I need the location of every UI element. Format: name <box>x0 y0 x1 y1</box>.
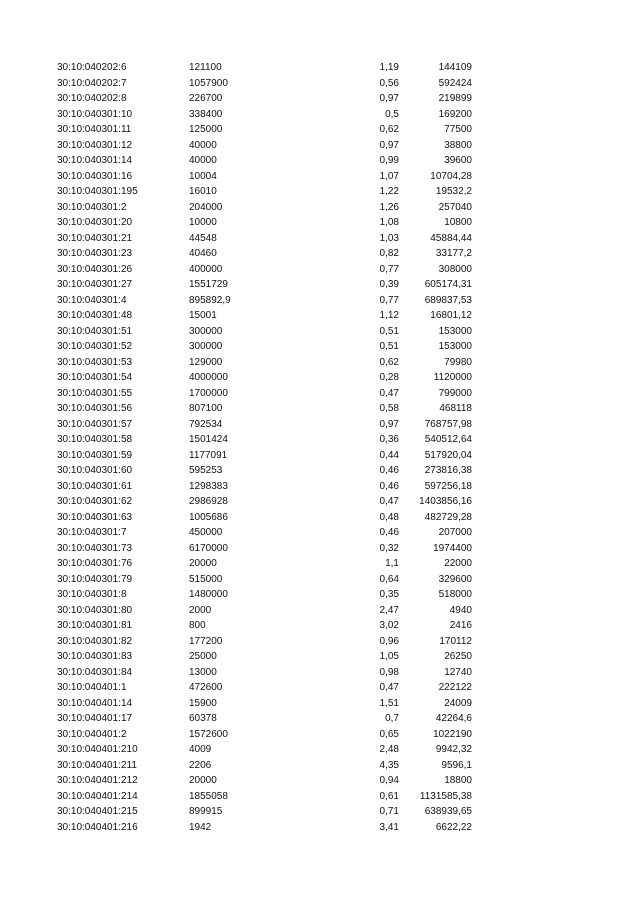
coefficient-cell: 2,48 <box>379 744 399 755</box>
table-row <box>0 680 640 696</box>
value-cell: 6170000 <box>189 542 228 554</box>
result-cell: 1403856,16 <box>419 496 472 507</box>
coefficient-cell: 0,46 <box>379 465 399 476</box>
value-cell: 1700000 <box>189 387 228 399</box>
result-cell: 6622,22 <box>435 821 472 833</box>
result-cell: 33177,2 <box>435 248 472 259</box>
cadastral-number-cell: 30:10:040301:58 <box>57 434 133 445</box>
table-row <box>0 649 640 665</box>
table-row <box>0 618 640 634</box>
result-cell: 222122 <box>438 682 472 693</box>
cadastral-number-cell: 30:10:040301:57 <box>57 418 133 430</box>
cadastral-number-cell: 30:10:040301:61 <box>57 480 133 492</box>
value-cell: 226700 <box>189 93 223 104</box>
value-cell: 1942 <box>189 821 212 833</box>
cadastral-number-cell: 30:10:040301:60 <box>57 465 133 476</box>
value-cell: 25000 <box>189 651 217 662</box>
result-cell: 9942,32 <box>435 744 472 755</box>
coefficient-cell: 1,12 <box>379 310 399 321</box>
coefficient-cell: 0,32 <box>379 542 399 554</box>
coefficient-cell: 0,99 <box>379 155 399 166</box>
result-cell: 207000 <box>438 527 472 538</box>
cadastral-number-cell: 30:10:040202:8 <box>57 93 127 104</box>
result-cell: 153000 <box>438 325 472 337</box>
value-cell: 15001 <box>189 310 217 321</box>
value-cell: 400000 <box>189 263 223 275</box>
cadastral-number-cell: 30:10:040301:76 <box>57 558 133 569</box>
table-row <box>0 215 640 231</box>
cadastral-number-cell: 30:10:040301:80 <box>57 604 133 616</box>
table-row <box>0 246 640 262</box>
table-row <box>0 665 640 681</box>
result-cell: 597256,18 <box>424 480 472 492</box>
cadastral-number-cell: 30:10:040301:48 <box>57 310 133 321</box>
coefficient-cell: 2,47 <box>379 604 399 616</box>
cadastral-number-cell: 30:10:040301:55 <box>57 387 133 399</box>
cadastral-number-cell: 30:10:040401:211 <box>57 759 137 771</box>
cadastral-number-cell: 30:10:040301:7 <box>57 527 127 538</box>
table-row <box>0 603 640 619</box>
result-cell: 19532,2 <box>435 186 472 197</box>
result-cell: 79980 <box>444 356 472 368</box>
result-cell: 9596,1 <box>441 759 472 771</box>
coefficient-cell: 0,46 <box>379 527 399 538</box>
value-cell: 515000 <box>189 573 223 585</box>
result-cell: 153000 <box>438 341 472 352</box>
value-cell: 1855058 <box>189 790 228 802</box>
table-row <box>0 711 640 727</box>
result-cell: 273816,38 <box>424 465 472 476</box>
cadastral-number-cell: 30:10:040401:212 <box>57 775 138 786</box>
coefficient-cell: 0,97 <box>379 139 399 151</box>
result-cell: 38800 <box>444 139 472 151</box>
result-cell: 2416 <box>449 620 472 631</box>
table-row <box>0 277 640 293</box>
result-cell: 1131585,38 <box>419 790 472 802</box>
table-row <box>0 60 640 76</box>
table-row <box>0 417 640 433</box>
cadastral-number-cell: 30:10:040301:195 <box>57 186 138 197</box>
cadastral-number-cell: 30:10:040202:6 <box>57 62 127 73</box>
table-row <box>0 525 640 541</box>
cadastral-number-cell: 30:10:040401:17 <box>57 713 133 724</box>
value-cell: 899915 <box>189 806 223 817</box>
cadastral-number-cell: 30:10:040401:14 <box>57 697 133 709</box>
table-row <box>0 324 640 340</box>
cadastral-number-cell: 30:10:040301:14 <box>57 155 133 166</box>
cadastral-number-cell: 30:10:040301:10 <box>57 108 133 120</box>
coefficient-cell: 0,35 <box>379 589 399 600</box>
cadastral-number-cell: 30:10:040301:82 <box>57 635 133 647</box>
coefficient-cell: 0,46 <box>379 480 399 492</box>
table-row <box>0 231 640 247</box>
table-row <box>0 758 640 774</box>
value-cell: 1298383 <box>189 480 228 492</box>
coefficient-cell: 0,47 <box>379 387 399 399</box>
result-cell: 799000 <box>438 387 472 399</box>
value-cell: 40000 <box>189 139 217 151</box>
table-row <box>0 494 640 510</box>
table-row <box>0 463 640 479</box>
result-cell: 540512,64 <box>424 434 472 445</box>
value-cell: 15900 <box>189 697 217 709</box>
value-cell: 595253 <box>189 465 223 476</box>
cadastral-number-cell: 30:10:040301:83 <box>57 651 133 662</box>
result-cell: 169200 <box>438 108 472 120</box>
value-cell: 16010 <box>189 186 217 197</box>
result-cell: 468118 <box>439 403 472 414</box>
value-cell: 4000000 <box>189 372 228 383</box>
value-cell: 40460 <box>189 248 217 259</box>
result-cell: 689837,53 <box>424 294 472 306</box>
value-cell: 2000 <box>189 604 212 616</box>
value-cell: 2206 <box>189 759 212 771</box>
coefficient-cell: 0,65 <box>379 728 399 740</box>
result-cell: 16801,12 <box>430 310 472 321</box>
cadastral-number-cell: 30:10:040301:62 <box>57 496 133 507</box>
cadastral-number-cell: 30:10:040301:12 <box>57 139 133 151</box>
result-cell: 1022190 <box>433 728 472 740</box>
coefficient-cell: 0,51 <box>379 341 399 352</box>
value-cell: 895892,9 <box>189 294 231 306</box>
coefficient-cell: 1,51 <box>379 697 399 709</box>
cadastral-number-cell: 30:10:040301:16 <box>57 170 133 182</box>
table-row <box>0 91 640 107</box>
coefficient-cell: 1,19 <box>379 62 399 73</box>
result-cell: 768757,98 <box>424 418 472 430</box>
result-cell: 45884,44 <box>430 232 472 244</box>
coefficient-cell: 0,64 <box>379 573 399 585</box>
cadastral-number-cell: 30:10:040401:210 <box>57 744 138 755</box>
result-cell: 482729,28 <box>424 511 472 523</box>
cadastral-number-cell: 30:10:040301:73 <box>57 542 133 554</box>
value-cell: 300000 <box>189 341 223 352</box>
cadastral-number-cell: 30:10:040301:4 <box>57 294 127 306</box>
coefficient-cell: 0,47 <box>379 682 399 693</box>
result-cell: 10704,28 <box>430 170 472 182</box>
table-row <box>0 262 640 278</box>
value-cell: 4009 <box>189 744 212 755</box>
table-row <box>0 634 640 650</box>
result-cell: 517920,04 <box>424 449 472 461</box>
coefficient-cell: 0,48 <box>379 511 399 523</box>
value-cell: 40000 <box>189 155 217 166</box>
coefficient-cell: 0,44 <box>379 449 399 461</box>
cadastral-number-cell: 30:10:040401:2 <box>57 728 127 740</box>
value-cell: 472600 <box>189 682 223 693</box>
coefficient-cell: 0,28 <box>379 372 399 383</box>
value-cell: 129000 <box>189 356 223 368</box>
coefficient-cell: 0,39 <box>379 279 399 290</box>
result-cell: 10800 <box>444 217 472 228</box>
coefficient-cell: 0,56 <box>379 77 399 89</box>
table-row <box>0 742 640 758</box>
table-row <box>0 432 640 448</box>
coefficient-cell: 0,5 <box>385 108 399 120</box>
coefficient-cell: 1,07 <box>379 170 399 182</box>
table-row <box>0 370 640 386</box>
value-cell: 792534 <box>189 418 223 430</box>
coefficient-cell: 0,77 <box>379 294 399 306</box>
cadastral-number-cell: 30:10:040202:7 <box>57 77 127 89</box>
result-cell: 4940 <box>449 604 472 616</box>
table-row <box>0 820 640 836</box>
result-cell: 638939,65 <box>424 806 472 817</box>
value-cell: 807100 <box>189 403 223 414</box>
coefficient-cell: 0,7 <box>385 713 399 724</box>
result-cell: 26250 <box>444 651 472 662</box>
coefficient-cell: 0,36 <box>379 434 399 445</box>
table-row <box>0 200 640 216</box>
table-row <box>0 789 640 805</box>
value-cell: 1572600 <box>189 728 228 740</box>
coefficient-cell: 1,03 <box>379 232 399 244</box>
coefficient-cell: 3,41 <box>379 821 399 833</box>
table-row <box>0 122 640 138</box>
cadastral-number-cell: 30:10:040401:215 <box>57 806 138 817</box>
value-cell: 338400 <box>189 108 223 120</box>
value-cell: 121100 <box>189 62 222 73</box>
table-row <box>0 727 640 743</box>
cadastral-number-cell: 30:10:040301:53 <box>57 356 133 368</box>
coefficient-cell: 0,71 <box>379 806 399 817</box>
result-cell: 22000 <box>444 558 472 569</box>
result-cell: 605174,31 <box>424 279 472 290</box>
result-cell: 42264,6 <box>435 713 472 724</box>
cadastral-number-cell: 30:10:040301:81 <box>57 620 133 631</box>
value-cell: 1177091 <box>189 449 228 461</box>
cadastral-number-cell: 30:10:040301:11 <box>57 124 132 135</box>
result-cell: 518000 <box>438 589 472 600</box>
result-cell: 39600 <box>444 155 472 166</box>
table-row <box>0 556 640 572</box>
table-row <box>0 355 640 371</box>
value-cell: 20000 <box>189 775 217 786</box>
value-cell: 44548 <box>189 232 217 244</box>
value-cell: 1480000 <box>189 589 228 600</box>
coefficient-cell: 1,26 <box>379 201 399 213</box>
table-row <box>0 773 640 789</box>
cadastral-number-cell: 30:10:040301:2 <box>57 201 127 213</box>
value-cell: 10000 <box>189 217 217 228</box>
result-cell: 24009 <box>444 697 472 709</box>
cadastral-number-cell: 30:10:040301:26 <box>57 263 133 275</box>
table-row <box>0 510 640 526</box>
table-row <box>0 308 640 324</box>
cadastral-number-cell: 30:10:040401:1 <box>57 682 127 693</box>
cadastral-number-cell: 30:10:040301:8 <box>57 589 127 600</box>
result-cell: 308000 <box>438 263 472 275</box>
cadastral-number-cell: 30:10:040301:52 <box>57 341 133 352</box>
table-row <box>0 107 640 123</box>
coefficient-cell: 0,58 <box>379 403 399 414</box>
coefficient-cell: 1,08 <box>379 217 399 228</box>
value-cell: 204000 <box>189 201 223 213</box>
table-row <box>0 293 640 309</box>
result-cell: 1974400 <box>433 542 472 554</box>
table-row <box>0 153 640 169</box>
result-cell: 18800 <box>444 775 472 786</box>
value-cell: 2986928 <box>189 496 228 507</box>
result-cell: 144109 <box>438 62 472 73</box>
table-row <box>0 169 640 185</box>
cadastral-number-cell: 30:10:040401:214 <box>57 790 138 802</box>
coefficient-cell: 4,35 <box>379 759 399 771</box>
table-row <box>0 386 640 402</box>
result-cell: 1120000 <box>433 372 472 383</box>
value-cell: 13000 <box>189 666 217 678</box>
coefficient-cell: 0,62 <box>379 356 399 368</box>
value-cell: 10004 <box>189 170 217 182</box>
table-row <box>0 138 640 154</box>
value-cell: 450000 <box>189 527 223 538</box>
result-cell: 257040 <box>438 201 472 213</box>
value-cell: 300000 <box>189 325 223 337</box>
coefficient-cell: 3,02 <box>379 620 399 631</box>
value-cell: 20000 <box>189 558 217 569</box>
cadastral-number-cell: 30:10:040301:84 <box>57 666 133 678</box>
value-cell: 125000 <box>189 124 223 135</box>
coefficient-cell: 1,22 <box>379 186 399 197</box>
coefficient-cell: 0,47 <box>379 496 399 507</box>
cadastral-number-cell: 30:10:040301:79 <box>57 573 133 585</box>
value-cell: 1005686 <box>189 511 228 523</box>
coefficient-cell: 0,82 <box>379 248 399 259</box>
table-row <box>0 401 640 417</box>
table-row <box>0 696 640 712</box>
cadastral-number-cell: 30:10:040301:20 <box>57 217 133 228</box>
table-row <box>0 804 640 820</box>
cadastral-number-cell: 30:10:040401:216 <box>57 821 138 833</box>
table-row <box>0 479 640 495</box>
table-row <box>0 339 640 355</box>
coefficient-cell: 0,96 <box>379 635 399 647</box>
cadastral-number-cell: 30:10:040301:51 <box>57 325 133 337</box>
coefficient-cell: 0,77 <box>379 263 399 275</box>
value-cell: 1501424 <box>189 434 228 445</box>
result-cell: 219899 <box>438 93 472 104</box>
coefficient-cell: 0,61 <box>379 790 399 802</box>
cadastral-number-cell: 30:10:040301:27 <box>57 279 133 290</box>
cadastral-number-cell: 30:10:040301:23 <box>57 248 133 259</box>
coefficient-cell: 1,1 <box>385 558 399 569</box>
spreadsheet-table <box>0 60 640 835</box>
result-cell: 12740 <box>444 666 472 678</box>
cadastral-number-cell: 30:10:040301:54 <box>57 372 133 383</box>
coefficient-cell: 1,05 <box>379 651 399 662</box>
result-cell: 77500 <box>444 124 472 135</box>
coefficient-cell: 0,97 <box>379 418 399 430</box>
coefficient-cell: 0,51 <box>379 325 399 337</box>
result-cell: 170112 <box>439 635 472 647</box>
cadastral-number-cell: 30:10:040301:63 <box>57 511 133 523</box>
table-row <box>0 587 640 603</box>
table-row <box>0 448 640 464</box>
result-cell: 329600 <box>438 573 472 585</box>
coefficient-cell: 0,97 <box>379 93 399 104</box>
result-cell: 592424 <box>438 77 472 89</box>
table-row <box>0 541 640 557</box>
value-cell: 800 <box>189 620 206 631</box>
cadastral-number-cell: 30:10:040301:59 <box>57 449 133 461</box>
value-cell: 177200 <box>189 635 223 647</box>
coefficient-cell: 0,98 <box>379 666 399 678</box>
cadastral-number-cell: 30:10:040301:21 <box>57 232 133 244</box>
table-row <box>0 76 640 92</box>
coefficient-cell: 0,62 <box>379 124 399 135</box>
value-cell: 1551729 <box>189 279 228 290</box>
coefficient-cell: 0,94 <box>379 775 399 786</box>
value-cell: 1057900 <box>189 77 228 89</box>
cadastral-number-cell: 30:10:040301:56 <box>57 403 133 414</box>
value-cell: 60378 <box>189 713 217 724</box>
table-row <box>0 572 640 588</box>
table-row <box>0 184 640 200</box>
